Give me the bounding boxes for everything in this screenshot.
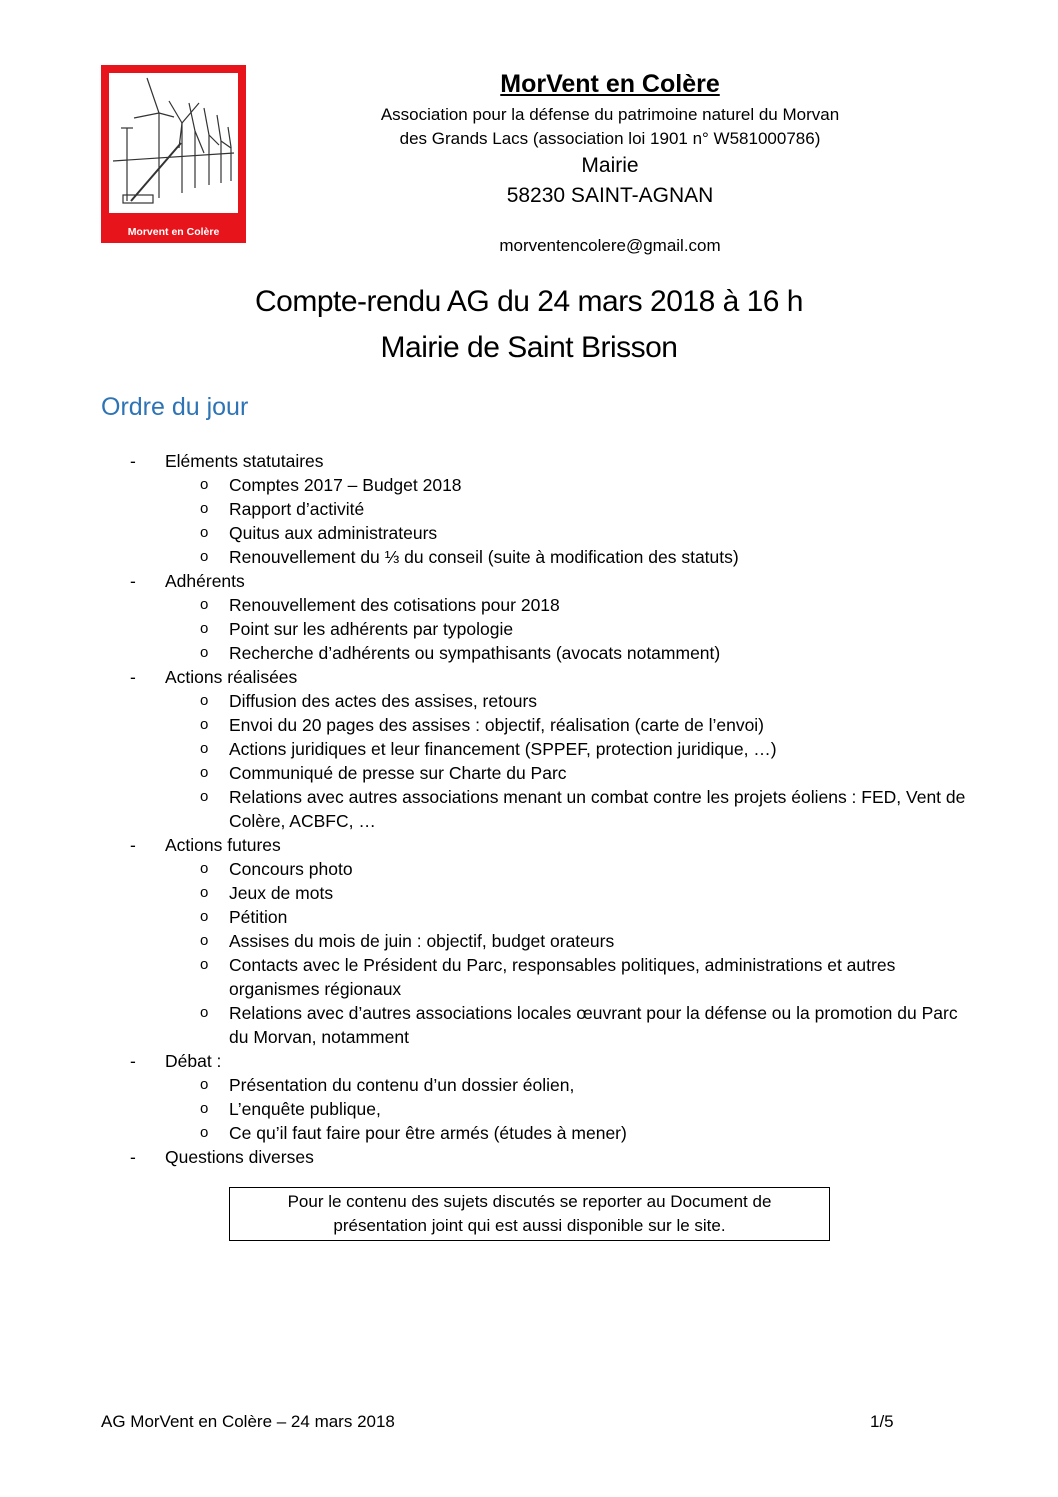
agenda-subitem: [130, 689, 970, 713]
agenda-item-label: Actions futures: [165, 835, 281, 855]
agenda-subitem: [130, 473, 970, 497]
org-description-line1: Association pour la défense du patrimoine naturel du Morvan: [380, 105, 840, 124]
footer-text: AG MorVent en Colère – 24 mars 2018: [101, 1412, 395, 1431]
agenda-item: [130, 665, 970, 689]
circle-bullet-icon: o: [200, 860, 209, 877]
agenda-subitem: [130, 617, 970, 641]
dash-bullet-icon: -: [130, 1051, 136, 1071]
circle-bullet-icon: o: [200, 740, 209, 757]
circle-bullet-icon: o: [200, 1004, 209, 1021]
section-heading: Ordre du jour: [101, 393, 249, 421]
org-name: MorVent en Colère: [500, 70, 720, 98]
agenda-subitem-label: Pétition: [229, 907, 288, 927]
agenda-subitem-label: Contacts avec le Président du Parc, responsables politiques, administrations et autres organismes régionaux: [229, 955, 896, 999]
agenda-subitem-label: Présentation du contenu d’un dossier éolien,: [229, 1075, 575, 1095]
agenda-subitem-label: Renouvellement du ⅓ du conseil (suite à modification des statuts): [229, 547, 739, 567]
agenda-subitem: [130, 929, 970, 953]
circle-bullet-icon: o: [200, 476, 209, 493]
agenda-subitem-label: Envoi du 20 pages des assises : objectif, réalisation (carte de l’envoi): [229, 715, 765, 735]
agenda-subitem-label: Relations avec autres associations menant un combat contre les projets éoliens : FED, Vent de Colère, ACBFC, …: [229, 787, 966, 831]
circle-bullet-icon: o: [200, 1124, 209, 1141]
agenda-subitem-label: Recherche d’adhérents ou sympathisants (avocats notamment): [229, 643, 721, 663]
agenda-item: [130, 1145, 970, 1169]
agenda-subitem: [130, 905, 970, 929]
agenda-subitem: [130, 737, 970, 761]
agenda-subitem: [130, 761, 970, 785]
dash-bullet-icon: -: [130, 451, 136, 471]
circle-bullet-icon: o: [200, 956, 209, 973]
org-description-line2: des Grands Lacs (association loi 1901 n° W581000786): [399, 129, 821, 148]
circle-bullet-icon: o: [200, 884, 209, 901]
dash-bullet-icon: -: [130, 667, 136, 687]
agenda-item: [130, 449, 970, 473]
address-line2: 58230 SAINT-AGNAN: [506, 184, 714, 207]
logo-caption: Morvent en Colère: [127, 226, 220, 238]
agenda-item-label: Eléments statutaires: [165, 451, 324, 471]
address-line1: Mairie: [581, 154, 639, 177]
circle-bullet-icon: o: [200, 692, 209, 709]
agenda-item-label: Actions réalisées: [165, 667, 298, 687]
dash-bullet-icon: -: [130, 835, 136, 855]
agenda-subitem-label: Diffusion des actes des assises, retours: [229, 691, 538, 711]
agenda-subitem: [130, 641, 970, 665]
agenda-subitem-label: Relations avec d’autres associations locales œuvrant pour la défense ou la promotion du Parc du Morvan, notamment: [229, 1003, 958, 1047]
document-subtitle: Mairie de Saint Brisson: [380, 331, 678, 364]
agenda-subitem-label: Assises du mois de juin : objectif, budget orateurs: [229, 931, 615, 951]
agenda-subitem: [130, 785, 970, 833]
note-box: [229, 1187, 830, 1241]
agenda-item: [130, 833, 970, 857]
agenda-subitem-label: Point sur les adhérents par typologie: [229, 619, 514, 639]
agenda-subitem: [130, 1073, 970, 1097]
wind-turbines-drawing: [109, 73, 238, 213]
agenda-item: [130, 1049, 970, 1073]
agenda-subitem: [130, 545, 970, 569]
agenda-item-label: Adhérents: [165, 571, 245, 591]
circle-bullet-icon: o: [200, 788, 209, 805]
association-logo: [101, 65, 246, 243]
document-title: Compte-rendu AG du 24 mars 2018 à 16 h: [254, 285, 803, 318]
agenda-subitem: [130, 1097, 970, 1121]
agenda-subitem: [130, 1001, 970, 1049]
circle-bullet-icon: o: [200, 908, 209, 925]
agenda-subitem-label: L’enquête publique,: [229, 1099, 381, 1119]
circle-bullet-icon: o: [200, 932, 209, 949]
circle-bullet-icon: o: [200, 596, 209, 613]
dash-bullet-icon: -: [130, 1147, 136, 1167]
wind-turbine-icon: [109, 73, 238, 213]
agenda-item-label: Questions diverses: [165, 1147, 314, 1167]
page-number: 1/5: [870, 1412, 894, 1431]
agenda-subitem: [130, 857, 970, 881]
agenda-subitem-label: Ce qu’il faut faire pour être armés (études à mener): [229, 1123, 627, 1143]
agenda-subitem-label: Quitus aux administrateurs: [229, 523, 438, 543]
circle-bullet-icon: o: [200, 1100, 209, 1117]
email-link[interactable]: morventencolere@gmail.com: [499, 236, 721, 255]
circle-bullet-icon: o: [200, 620, 209, 637]
circle-bullet-icon: o: [200, 500, 209, 517]
agenda-subitem-label: Comptes 2017 – Budget 2018: [229, 475, 462, 495]
agenda-subitem-label: Actions juridiques et leur financement (SPPEF, protection juridique, …): [229, 739, 777, 759]
agenda-item: [130, 569, 970, 593]
agenda-subitem: [130, 1121, 970, 1145]
circle-bullet-icon: o: [200, 764, 209, 781]
circle-bullet-icon: o: [200, 1076, 209, 1093]
agenda-list: [130, 449, 970, 1169]
circle-bullet-icon: o: [200, 524, 209, 541]
circle-bullet-icon: o: [200, 548, 209, 565]
agenda-subitem-label: Renouvellement des cotisations pour 2018: [229, 595, 560, 615]
agenda-subitem: [130, 497, 970, 521]
agenda-item-label: Débat :: [165, 1051, 222, 1071]
agenda-subitem: [130, 521, 970, 545]
agenda-subitem: [130, 953, 970, 1001]
note-line1: Pour le contenu des sujets discutés se reporter au Document de: [287, 1192, 772, 1211]
agenda-subitem-label: Rapport d’activité: [229, 499, 365, 519]
note-line2: présentation joint qui est aussi disponible sur le site.: [333, 1216, 726, 1235]
dash-bullet-icon: -: [130, 571, 136, 591]
circle-bullet-icon: o: [200, 716, 209, 733]
agenda-subitem-label: Communiqué de presse sur Charte du Parc: [229, 763, 567, 783]
agenda-subitem-label: Concours photo: [229, 859, 353, 879]
agenda-subitem: [130, 593, 970, 617]
circle-bullet-icon: o: [200, 644, 209, 661]
agenda-subitem-label: Jeux de mots: [229, 883, 334, 903]
agenda-subitem: [130, 713, 970, 737]
agenda-subitem: [130, 881, 970, 905]
